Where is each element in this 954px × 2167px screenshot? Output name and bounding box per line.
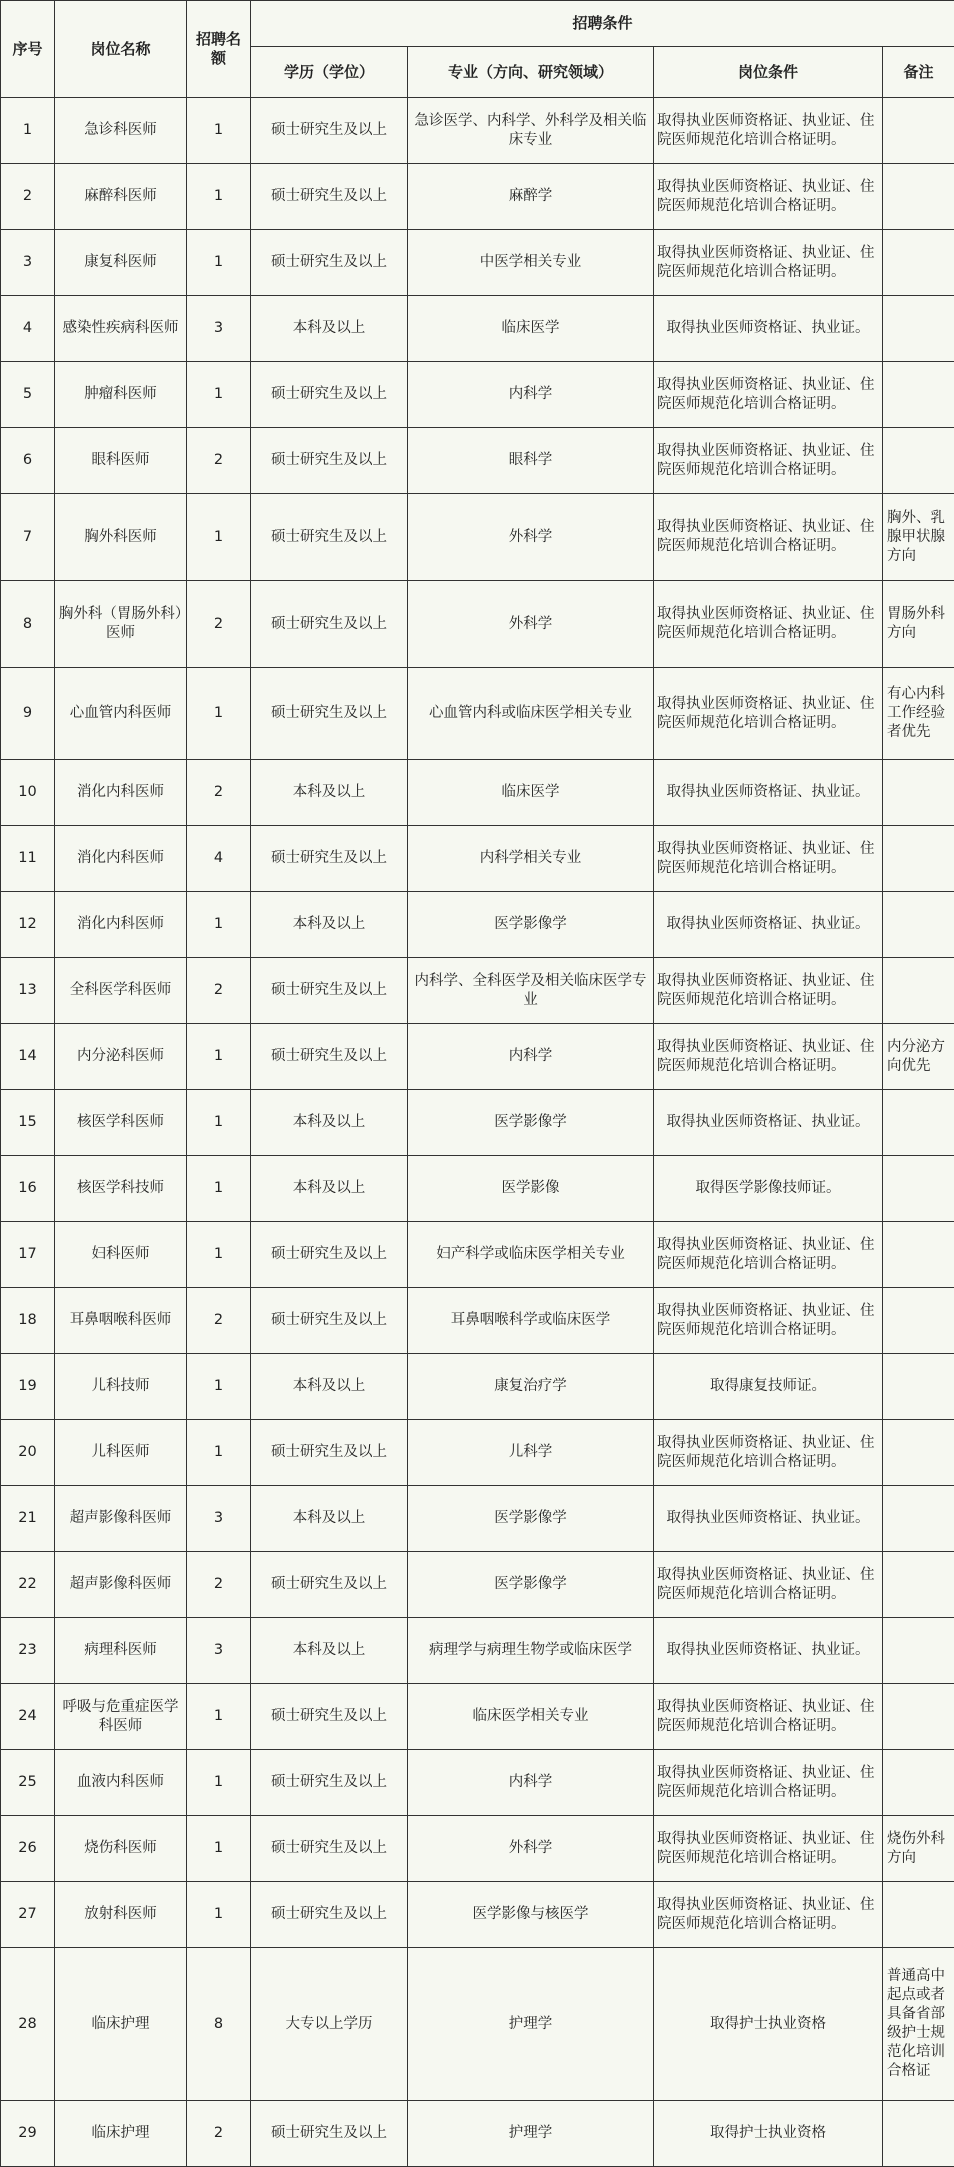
table-body (1, 98, 954, 2167)
cell-quota: 1 (187, 1420, 251, 1486)
cell-seq: 23 (1, 1618, 55, 1684)
cell-major: 麻醉学 (408, 164, 654, 230)
cell-education: 硕士研究生及以上 (251, 1750, 408, 1816)
cell-major: 外科学 (408, 1816, 654, 1882)
table-row (1, 230, 954, 296)
cell-remarks: 内分泌方向优先 (883, 1024, 954, 1090)
cell-seq: 6 (1, 428, 55, 494)
table-row (1, 581, 954, 668)
cell-major: 临床医学 (408, 296, 654, 362)
cell-conditions: 取得执业医师资格证、执业证、住院医师规范化培训合格证明。 (654, 1420, 883, 1486)
cell-seq: 7 (1, 494, 55, 581)
cell-seq: 2 (1, 164, 55, 230)
cell-conditions: 取得执业医师资格证、执业证、住院医师规范化培训合格证明。 (654, 362, 883, 428)
table-row (1, 1024, 954, 1090)
table-row (1, 760, 954, 826)
cell-seq: 16 (1, 1156, 55, 1222)
header-conditions: 岗位条件 (654, 47, 883, 98)
cell-remarks (883, 1618, 954, 1684)
cell-conditions: 取得执业医师资格证、执业证。 (654, 296, 883, 362)
cell-position: 核医学科医师 (55, 1090, 187, 1156)
cell-seq: 1 (1, 98, 55, 164)
cell-seq: 8 (1, 581, 55, 668)
cell-conditions: 取得执业医师资格证、执业证、住院医师规范化培训合格证明。 (654, 1816, 883, 1882)
cell-education: 硕士研究生及以上 (251, 1552, 408, 1618)
cell-position: 胸外科（胃肠外科）医师 (55, 581, 187, 668)
cell-education: 硕士研究生及以上 (251, 958, 408, 1024)
cell-major: 临床医学 (408, 760, 654, 826)
cell-position: 核医学科技师 (55, 1156, 187, 1222)
table-row (1, 1222, 954, 1288)
header-major: 专业（方向、研究领域） (408, 47, 654, 98)
cell-seq: 10 (1, 760, 55, 826)
cell-remarks (883, 98, 954, 164)
cell-position: 病理科医师 (55, 1618, 187, 1684)
header-position: 岗位名称 (55, 1, 187, 98)
table-row (1, 164, 954, 230)
cell-major: 眼科学 (408, 428, 654, 494)
cell-quota: 1 (187, 1090, 251, 1156)
cell-position: 烧伤科医师 (55, 1816, 187, 1882)
cell-seq: 9 (1, 668, 55, 760)
cell-conditions: 取得执业医师资格证、执业证、住院医师规范化培训合格证明。 (654, 1222, 883, 1288)
table-row (1, 1552, 954, 1618)
cell-remarks (883, 2101, 954, 2167)
cell-major: 儿科学 (408, 1420, 654, 1486)
cell-conditions: 取得执业医师资格证、执业证、住院医师规范化培训合格证明。 (654, 668, 883, 760)
cell-seq: 11 (1, 826, 55, 892)
cell-education: 硕士研究生及以上 (251, 164, 408, 230)
cell-education: 本科及以上 (251, 1354, 408, 1420)
cell-education: 本科及以上 (251, 296, 408, 362)
cell-major: 医学影像学 (408, 1090, 654, 1156)
cell-seq: 22 (1, 1552, 55, 1618)
cell-remarks (883, 958, 954, 1024)
cell-position: 眼科医师 (55, 428, 187, 494)
cell-seq: 5 (1, 362, 55, 428)
cell-quota: 1 (187, 1156, 251, 1222)
cell-conditions: 取得执业医师资格证、执业证、住院医师规范化培训合格证明。 (654, 164, 883, 230)
cell-major: 妇产科学或临床医学相关专业 (408, 1222, 654, 1288)
cell-education: 硕士研究生及以上 (251, 1420, 408, 1486)
cell-seq: 25 (1, 1750, 55, 1816)
cell-quota: 2 (187, 1552, 251, 1618)
cell-education: 硕士研究生及以上 (251, 1882, 408, 1948)
table-row (1, 958, 954, 1024)
header-quota: 招聘名额 (187, 1, 251, 98)
cell-position: 感染性疾病科医师 (55, 296, 187, 362)
cell-education: 硕士研究生及以上 (251, 826, 408, 892)
cell-conditions: 取得护士执业资格 (654, 1948, 883, 2101)
cell-seq: 27 (1, 1882, 55, 1948)
cell-position: 儿科医师 (55, 1420, 187, 1486)
cell-remarks (883, 230, 954, 296)
table-row (1, 892, 954, 958)
table-row (1, 362, 954, 428)
cell-conditions: 取得执业医师资格证、执业证。 (654, 760, 883, 826)
cell-quota: 1 (187, 1354, 251, 1420)
cell-position: 临床护理 (55, 2101, 187, 2167)
cell-major: 急诊医学、内科学、外科学及相关临床专业 (408, 98, 654, 164)
cell-position: 血液内科医师 (55, 1750, 187, 1816)
cell-seq: 21 (1, 1486, 55, 1552)
cell-conditions: 取得执业医师资格证、执业证。 (654, 1486, 883, 1552)
cell-conditions: 取得执业医师资格证、执业证、住院医师规范化培训合格证明。 (654, 1024, 883, 1090)
cell-quota: 8 (187, 1948, 251, 2101)
cell-education: 硕士研究生及以上 (251, 494, 408, 581)
cell-quota: 1 (187, 892, 251, 958)
cell-position: 呼吸与危重症医学科医师 (55, 1684, 187, 1750)
cell-major: 内科学相关专业 (408, 826, 654, 892)
cell-position: 临床护理 (55, 1948, 187, 2101)
cell-quota: 1 (187, 98, 251, 164)
table-row (1, 1948, 954, 2101)
cell-major: 心血管内科或临床医学相关专业 (408, 668, 654, 760)
cell-remarks (883, 362, 954, 428)
table-row (1, 428, 954, 494)
cell-seq: 17 (1, 1222, 55, 1288)
cell-conditions: 取得执业医师资格证、执业证、住院医师规范化培训合格证明。 (654, 958, 883, 1024)
cell-major: 外科学 (408, 494, 654, 581)
table-row (1, 1684, 954, 1750)
cell-education: 硕士研究生及以上 (251, 1222, 408, 1288)
cell-major: 内科学 (408, 1024, 654, 1090)
cell-seq: 24 (1, 1684, 55, 1750)
cell-education: 本科及以上 (251, 1090, 408, 1156)
cell-education: 硕士研究生及以上 (251, 2101, 408, 2167)
cell-position: 儿科技师 (55, 1354, 187, 1420)
cell-remarks (883, 164, 954, 230)
cell-major: 医学影像与核医学 (408, 1882, 654, 1948)
cell-quota: 4 (187, 826, 251, 892)
header-education: 学历（学位） (251, 47, 408, 98)
cell-seq: 26 (1, 1816, 55, 1882)
table-row (1, 1288, 954, 1354)
header-requirements: 招聘条件 (251, 1, 954, 47)
cell-remarks: 有心内科工作经验者优先 (883, 668, 954, 760)
cell-seq: 3 (1, 230, 55, 296)
cell-position: 放射科医师 (55, 1882, 187, 1948)
cell-position: 麻醉科医师 (55, 164, 187, 230)
cell-quota: 2 (187, 581, 251, 668)
table-row (1, 1882, 954, 1948)
cell-position: 全科医学科医师 (55, 958, 187, 1024)
cell-conditions: 取得执业医师资格证、执业证、住院医师规范化培训合格证明。 (654, 1750, 883, 1816)
cell-seq: 4 (1, 296, 55, 362)
cell-quota: 3 (187, 1486, 251, 1552)
cell-education: 大专以上学历 (251, 1948, 408, 2101)
table-row (1, 1618, 954, 1684)
cell-major: 医学影像学 (408, 892, 654, 958)
cell-education: 本科及以上 (251, 1618, 408, 1684)
cell-conditions: 取得执业医师资格证、执业证。 (654, 1090, 883, 1156)
cell-major: 医学影像 (408, 1156, 654, 1222)
cell-education: 硕士研究生及以上 (251, 1684, 408, 1750)
cell-remarks (883, 1090, 954, 1156)
cell-major: 临床医学相关专业 (408, 1684, 654, 1750)
cell-seq: 19 (1, 1354, 55, 1420)
cell-remarks (883, 1552, 954, 1618)
header-row-1 (1, 1, 954, 47)
table-row (1, 296, 954, 362)
cell-remarks (883, 892, 954, 958)
cell-remarks: 普通高中起点或者具备省部级护士规范化培训合格证 (883, 1948, 954, 2101)
cell-quota: 2 (187, 1288, 251, 1354)
cell-position: 肿瘤科医师 (55, 362, 187, 428)
cell-education: 硕士研究生及以上 (251, 581, 408, 668)
cell-conditions: 取得执业医师资格证、执业证、住院医师规范化培训合格证明。 (654, 826, 883, 892)
cell-major: 康复治疗学 (408, 1354, 654, 1420)
cell-major: 中医学相关专业 (408, 230, 654, 296)
header-seq: 序号 (1, 1, 55, 98)
cell-remarks (883, 1420, 954, 1486)
cell-remarks (883, 1222, 954, 1288)
cell-conditions: 取得执业医师资格证、执业证、住院医师规范化培训合格证明。 (654, 494, 883, 581)
cell-education: 硕士研究生及以上 (251, 1024, 408, 1090)
cell-quota: 1 (187, 1750, 251, 1816)
cell-quota: 2 (187, 2101, 251, 2167)
cell-major: 医学影像学 (408, 1486, 654, 1552)
cell-conditions: 取得护士执业资格 (654, 2101, 883, 2167)
cell-quota: 1 (187, 494, 251, 581)
cell-conditions: 取得执业医师资格证、执业证、住院医师规范化培训合格证明。 (654, 98, 883, 164)
cell-seq: 29 (1, 2101, 55, 2167)
cell-quota: 2 (187, 428, 251, 494)
cell-conditions: 取得执业医师资格证、执业证。 (654, 892, 883, 958)
cell-seq: 14 (1, 1024, 55, 1090)
cell-education: 硕士研究生及以上 (251, 668, 408, 760)
cell-position: 康复科医师 (55, 230, 187, 296)
cell-remarks (883, 1486, 954, 1552)
cell-position: 超声影像科医师 (55, 1552, 187, 1618)
cell-education: 硕士研究生及以上 (251, 98, 408, 164)
cell-position: 妇科医师 (55, 1222, 187, 1288)
table-row (1, 1750, 954, 1816)
cell-major: 内科学 (408, 362, 654, 428)
cell-conditions: 取得医学影像技师证。 (654, 1156, 883, 1222)
cell-quota: 1 (187, 1882, 251, 1948)
table-row (1, 494, 954, 581)
cell-remarks (883, 1354, 954, 1420)
cell-position: 内分泌科医师 (55, 1024, 187, 1090)
cell-major: 内科学 (408, 1750, 654, 1816)
cell-remarks (883, 826, 954, 892)
table-row (1, 1816, 954, 1882)
table-row (1, 668, 954, 760)
table-row (1, 2101, 954, 2167)
cell-position: 超声影像科医师 (55, 1486, 187, 1552)
table-row (1, 826, 954, 892)
cell-education: 本科及以上 (251, 1156, 408, 1222)
table-row (1, 1486, 954, 1552)
cell-remarks (883, 1288, 954, 1354)
cell-quota: 3 (187, 1618, 251, 1684)
cell-seq: 12 (1, 892, 55, 958)
cell-remarks (883, 1882, 954, 1948)
cell-quota: 1 (187, 668, 251, 760)
cell-major: 耳鼻咽喉科学或临床医学 (408, 1288, 654, 1354)
cell-position: 耳鼻咽喉科医师 (55, 1288, 187, 1354)
cell-position: 胸外科医师 (55, 494, 187, 581)
table-row (1, 1156, 954, 1222)
cell-quota: 2 (187, 760, 251, 826)
cell-position: 心血管内科医师 (55, 668, 187, 760)
cell-remarks (883, 296, 954, 362)
cell-conditions: 取得执业医师资格证、执业证、住院医师规范化培训合格证明。 (654, 428, 883, 494)
cell-major: 护理学 (408, 1948, 654, 2101)
cell-conditions: 取得康复技师证。 (654, 1354, 883, 1420)
cell-education: 本科及以上 (251, 892, 408, 958)
cell-remarks: 胃肠外科方向 (883, 581, 954, 668)
cell-seq: 20 (1, 1420, 55, 1486)
cell-quota: 1 (187, 1816, 251, 1882)
table-row (1, 1090, 954, 1156)
cell-remarks: 烧伤外科方向 (883, 1816, 954, 1882)
cell-seq: 18 (1, 1288, 55, 1354)
cell-remarks (883, 1684, 954, 1750)
cell-conditions: 取得执业医师资格证、执业证、住院医师规范化培训合格证明。 (654, 581, 883, 668)
cell-remarks (883, 1750, 954, 1816)
cell-quota: 1 (187, 1684, 251, 1750)
cell-major: 医学影像学 (408, 1552, 654, 1618)
table-row (1, 98, 954, 164)
cell-education: 硕士研究生及以上 (251, 362, 408, 428)
cell-quota: 1 (187, 1222, 251, 1288)
cell-conditions: 取得执业医师资格证、执业证、住院医师规范化培训合格证明。 (654, 230, 883, 296)
cell-quota: 1 (187, 362, 251, 428)
cell-remarks: 胸外、乳腺甲状腺方向 (883, 494, 954, 581)
cell-remarks (883, 428, 954, 494)
cell-major: 内科学、全科医学及相关临床医学专业 (408, 958, 654, 1024)
cell-seq: 15 (1, 1090, 55, 1156)
cell-conditions: 取得执业医师资格证、执业证、住院医师规范化培训合格证明。 (654, 1684, 883, 1750)
table-row (1, 1354, 954, 1420)
cell-conditions: 取得执业医师资格证、执业证、住院医师规范化培训合格证明。 (654, 1882, 883, 1948)
cell-quota: 1 (187, 230, 251, 296)
header-remarks: 备注 (883, 47, 954, 98)
cell-conditions: 取得执业医师资格证、执业证、住院医师规范化培训合格证明。 (654, 1552, 883, 1618)
cell-conditions: 取得执业医师资格证、执业证、住院医师规范化培训合格证明。 (654, 1288, 883, 1354)
cell-education: 硕士研究生及以上 (251, 428, 408, 494)
cell-quota: 1 (187, 1024, 251, 1090)
cell-conditions: 取得执业医师资格证、执业证。 (654, 1618, 883, 1684)
cell-remarks (883, 760, 954, 826)
cell-education: 本科及以上 (251, 1486, 408, 1552)
cell-remarks (883, 1156, 954, 1222)
table-row (1, 1420, 954, 1486)
cell-position: 消化内科医师 (55, 826, 187, 892)
cell-position: 急诊科医师 (55, 98, 187, 164)
cell-quota: 2 (187, 958, 251, 1024)
cell-major: 病理学与病理生物学或临床医学 (408, 1618, 654, 1684)
cell-position: 消化内科医师 (55, 892, 187, 958)
cell-major: 护理学 (408, 2101, 654, 2167)
cell-seq: 28 (1, 1948, 55, 2101)
cell-education: 硕士研究生及以上 (251, 230, 408, 296)
cell-position: 消化内科医师 (55, 760, 187, 826)
cell-education: 本科及以上 (251, 760, 408, 826)
cell-quota: 3 (187, 296, 251, 362)
cell-seq: 13 (1, 958, 55, 1024)
cell-major: 外科学 (408, 581, 654, 668)
cell-education: 硕士研究生及以上 (251, 1288, 408, 1354)
cell-education: 硕士研究生及以上 (251, 1816, 408, 1882)
cell-quota: 1 (187, 164, 251, 230)
